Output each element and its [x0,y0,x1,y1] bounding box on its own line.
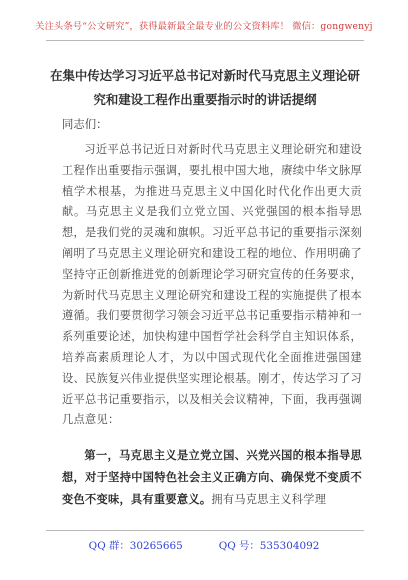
header-promo-note: 关注头条号“公文研究”，获得最新最全最专业的公文资料库！ 微信：gongwenyj [35,21,373,32]
document-title: 在集中传达学习习近平总书记对新时代马克思主义理论研究和建设工程作出重要指示时的讲话提纲 [50,68,360,107]
point-one-heading: 第一，马克思主义是立党立国、兴党兴国的根本指导思想，对于坚持中国特色社会主义正确方向、确保党不变质不变色不变味，具有重要意义。 [62,448,362,506]
qq-account-number: QQ 号：535304092 [218,540,320,552]
body-paragraph: 习近平总书记近日对新时代马克思主义理论研究和建设工程作出重要指示强调，要扎根中国大地，赓续中华文脉厚植学术根基，为推进马克思主义中国化时代化作出更大贡献。马克思主义是我们立党立国、兴党强国的根本指导思想，是我们党的灵魂和旗帜。习近平总书记的重要指示深刻阐明了马克思主义理论研究和建设工程的地位、作用明确了坚持守正创新推进党的创新理论学习研究宣传的任务要求，为新时代马克思主义理论研究和建设工程的实施提供了根本遵循。我们要贯彻学习领会习近平总书记重要指示精神和一系列重要论述，加快构建中国哲学社会科学自主知识体系，培养高素质理论人才，为以中国式现代化全面推进强国建设、民族复兴伟业提供坚实理论根基。刚才，传达学习了习近平总书记重要指示，以及相关会议精神，下面，我再强调几点意见： [62,143,362,427]
footer-divider [46,530,364,531]
salutation: 同志们： [62,117,108,131]
point-one-text: 拥有马克思主义科学理 [211,492,327,506]
header-divider [46,40,364,41]
footer-contacts [0,537,408,552]
point-one-paragraph [62,445,362,510]
qq-group-number: QQ 群：30265665 [88,540,183,552]
